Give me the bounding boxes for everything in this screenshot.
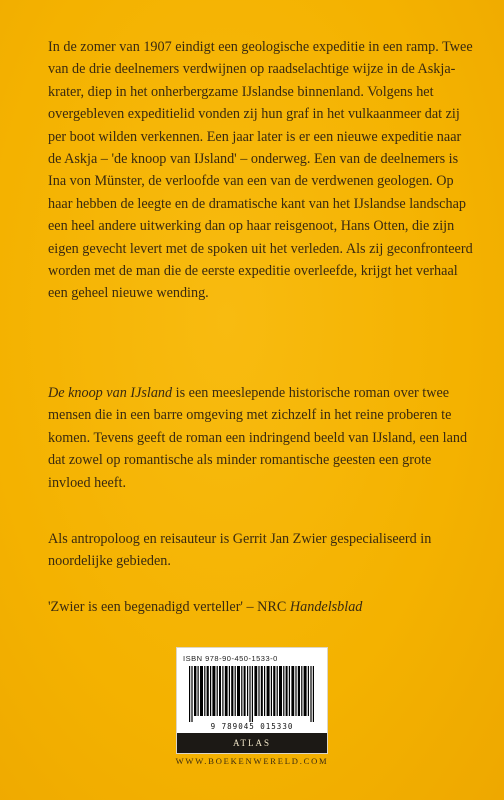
barcode-icon: [187, 666, 321, 722]
barcode-digits: 9 789045 015330: [210, 722, 294, 731]
barcode-box: [176, 647, 328, 754]
publisher-logo: ATLAS: [177, 733, 327, 753]
blurb-paragraph-2: [48, 382, 474, 494]
press-quote-source: Handelsblad: [289, 599, 363, 615]
book-title-italic: De knoop van IJsland: [48, 385, 173, 401]
publisher-website: WWW.BOEKENWERELD.COM: [175, 756, 329, 766]
isbn-label: ISBN 978-90-450-1533-0: [183, 654, 278, 663]
blurb-paragraph-1: In de zomer van 1907 eindigt een geologische expeditie in een ramp. Twee van de drie deelnemers verdwijnen op raadselachtige wijze in de Askja-krater, diep in het onherbergzame IJslandse binnenland. Volgens het overgebleven expeditielid vonden zij hun graf in het vulkaanmeer dat zij per boot wilden verkennen. Een jaar later is er een nieuwe expeditie naar de Askja – 'de knoop van IJsland' – onderweg. Een van de deelnemers is Ina von Münster, de verloofde van een van de verdwenen geologen. Op haar hebben de leegte en de dramatische kant van het IJslandse landschap een heel andere uitwerking dan op haar reisgenoot, Hans Otten, die zijn eigen gevecht levert met de spoken uit het verleden. Als zij geconfronteerd worden met de man die de eerste expeditie overleefde, krijgt het verhaal een geheel nieuwe wending.: [48, 39, 473, 302]
press-quote: [48, 596, 474, 618]
blurb-paragraph-2-text: is een meeslepende historische roman over twee mensen die in een barre omgeving met zichzelf in het reine proberen te komen. Tevens geeft de roman een indringend beeld van IJsland, een land dat zowel op romantische als minder romantische geesten een grote invloed heeft.: [48, 385, 468, 491]
press-quote-text: 'Zwier is een begenadigd verteller' – NRC: [48, 599, 290, 615]
author-bio: Als antropoloog en reisauteur is Gerrit Jan Zwier gespecialiseerd in noordelijke gebieden.: [48, 531, 432, 570]
